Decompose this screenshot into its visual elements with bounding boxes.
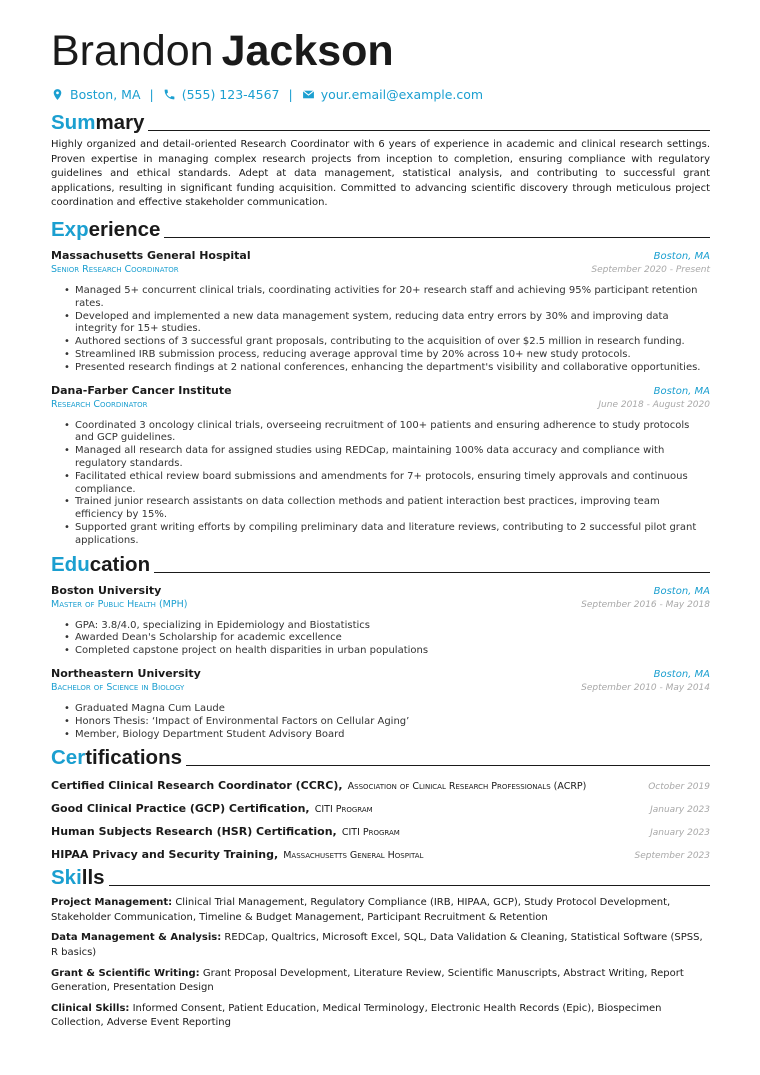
contact-separator: |: [149, 86, 154, 102]
section-rule: [164, 237, 710, 238]
list-item: • GPA: 3.8/4.0, specializing in Epidemiology and Biostatistics: [64, 620, 710, 633]
certification-date: October 2019: [648, 782, 710, 793]
skill-list: REDCap, Qualtrics, Microsoft Excel, SQL, Data Validation & Cleaning, Statistical Software (SPSS, R basics): [51, 932, 703, 959]
list-item: • Honors Thesis: ‘Impact of Environmental Factors on Cellular Aging’: [64, 716, 710, 729]
employer-name: Dana-Farber Cancer Institute: [51, 383, 232, 397]
employer-name: Massachusetts General Hospital: [51, 248, 251, 262]
certification-item: [51, 774, 710, 791]
summary-text: Highly organized and detail-oriented Research Coordinator with 6 years of experience in academic and clinical research settings. Proven expertise in managing complex research projects from inception to completion, ensuring compliance with regulatory guidelines and ethical standards. Adept at data management, statistical analysis, and contributing to successful grant applications, resulting in significant funding acquisition. Committed to advancing scientific discovery through meticulous project coordination and effective stakeholder communication.: [51, 139, 710, 209]
section-title: Experience: [51, 217, 161, 241]
skill-group: [51, 967, 710, 996]
certification-date: September 2023: [634, 851, 710, 862]
contact-location: [51, 87, 141, 102]
list-item: • Streamlined IRB submission process, reducing average approval time by 20% across 10+ new study protocols.: [64, 349, 710, 362]
list-item: • Managed all research data for assigned studies using REDCap, maintaining 100% data accuracy and compliance with regulatory standards.: [64, 445, 710, 471]
last-name: Jackson: [221, 27, 394, 75]
list-item: • Graduated Magna Cum Laude: [64, 703, 710, 716]
certification-name: Human Subjects Research (HSR) Certification,: [51, 825, 337, 839]
section-rule: [154, 572, 710, 573]
study-dates: September 2016 - May 2018: [581, 599, 710, 610]
list-item: • Trained junior research assistants on data collection methods and patient interaction best practices, improving team efficiency by 15%.: [64, 496, 710, 522]
skill-list: Grant Proposal Development, Literature Review, Scientific Manuscripts, Abstract Writing, Report Generation, Presentation Design: [51, 967, 684, 994]
list-item: • Managed 5+ concurrent clinical trials, coordinating activities for 20+ research staff and achieving 95% participant retention rates.: [64, 285, 710, 311]
contact-bar: [51, 85, 710, 103]
certification-item: [51, 843, 710, 860]
skill-group: [51, 896, 710, 925]
school-name: Northeastern University: [51, 666, 201, 680]
list-item: • Facilitated ethical review board submissions and amendments for 7+ protocols, ensuring timely approvals and continuous compliance.: [64, 471, 710, 497]
skill-category: Data Management & Analysis:: [51, 932, 222, 944]
school-location: Boston, MA: [653, 668, 710, 680]
list-item: • Presented research findings at 2 national conferences, enhancing the department's visibility and collaborative opportunities.: [64, 362, 710, 375]
contact-email[interactable]: [302, 87, 483, 102]
certification-item: [51, 797, 710, 814]
section-rule: [186, 765, 710, 766]
certification-date: January 2023: [650, 805, 710, 816]
skill-list: Informed Consent, Patient Education, Medical Terminology, Electronic Health Records (Epic), Biospecimen Collection, Adverse Event Reporting: [51, 1002, 662, 1029]
map-marker-icon: [51, 88, 64, 101]
skill-group: [51, 1002, 710, 1031]
education-details: [51, 620, 710, 658]
skill-category: Clinical Skills:: [51, 1002, 130, 1014]
section-certifications-header: [51, 743, 710, 769]
list-item: • Member, Biology Department Student Advisory Board: [64, 729, 710, 742]
education-entry: [51, 583, 710, 658]
list-item: • Supported grant writing efforts by compiling preliminary data and literature reviews, contributing to 2 successful pilot grant applications.: [64, 522, 710, 548]
certification-name: Certified Clinical Research Coordinator (CCRC),: [51, 779, 343, 793]
job-dates: June 2018 - August 2020: [598, 399, 710, 410]
section-education-header: [51, 550, 710, 576]
skill-category: Project Management:: [51, 897, 173, 909]
certification-name: HIPAA Privacy and Security Training,: [51, 848, 279, 862]
section-summary-header: [51, 108, 710, 134]
certification-issuer: Massachusetts General Hospital: [283, 850, 424, 862]
section-skills-header: [51, 863, 710, 889]
education-details: [51, 703, 710, 741]
skill-list: Clinical Trial Management, Regulatory Compliance (IRB, HIPAA, GCP), Study Protocol Development, Stakeholder Communication, Timeline & Budget Management, Participant Recruitment & Retention: [51, 897, 671, 923]
section-title: Skills: [51, 866, 105, 890]
certification-issuer: Association of Clinical Research Professionals (ACRP): [347, 781, 587, 793]
achievement-list: [51, 285, 710, 375]
section-rule: [148, 130, 710, 131]
section-title: Summary: [51, 111, 145, 134]
study-dates: September 2010 - May 2014: [581, 682, 710, 693]
experience-entry: [51, 383, 710, 548]
list-item: • Awarded Dean's Scholarship for academic excellence: [64, 632, 710, 645]
list-item: • Authored sections of 3 successful grant proposals, contributing to the acquisition of over $2.5 million in research funding.: [64, 336, 710, 349]
achievement-list: [51, 420, 710, 548]
education-entry: [51, 666, 710, 741]
degree: Bachelor of Science in Biology: [51, 681, 185, 693]
first-name: Brandon: [51, 27, 214, 75]
location-text: Boston, MA: [70, 86, 141, 102]
list-item: • Completed capstone project on health disparities in urban populations: [64, 645, 710, 658]
email-link: your.email@example.com: [320, 86, 484, 102]
school-location: Boston, MA: [653, 585, 710, 597]
job-title: Senior Research Coordinator: [51, 263, 179, 275]
certification-item: [51, 820, 710, 837]
job-location: Boston, MA: [653, 250, 710, 262]
certification-issuer: CITI Program: [341, 827, 400, 839]
phone-text: (555) 123-4567: [181, 86, 280, 102]
phone-icon: [163, 88, 176, 101]
section-rule: [109, 885, 710, 886]
list-item: • Coordinated 3 oncology clinical trials, overseeing recruitment of 100+ patients and ensuring adherence to study protocols and GCP guidelines.: [64, 420, 710, 446]
candidate-name: [51, 28, 710, 74]
job-title: Research Coordinator: [51, 398, 148, 410]
section-title: Education: [51, 552, 151, 576]
degree: Master of Public Health (MPH): [51, 598, 188, 610]
section-title: Certifications: [51, 746, 183, 770]
contact-phone[interactable]: [163, 87, 280, 102]
list-item: • Developed and implemented a new data management system, reducing data entry errors by 30% and improving data integrity for 15+ studies.: [64, 311, 710, 337]
school-name: Boston University: [51, 583, 162, 597]
section-experience-header: [51, 215, 710, 241]
job-dates: September 2020 - Present: [591, 264, 710, 275]
contact-separator: |: [288, 86, 293, 102]
certification-date: January 2023: [650, 828, 710, 839]
job-location: Boston, MA: [653, 385, 710, 397]
experience-entry: [51, 248, 710, 375]
certification-issuer: CITI Program: [314, 804, 373, 816]
certification-name: Good Clinical Practice (GCP) Certification,: [51, 802, 310, 816]
skill-group: [51, 931, 710, 960]
envelope-icon: [302, 88, 315, 101]
resume-page: [51, 28, 710, 1031]
skill-category: Grant & Scientific Writing:: [51, 967, 200, 979]
